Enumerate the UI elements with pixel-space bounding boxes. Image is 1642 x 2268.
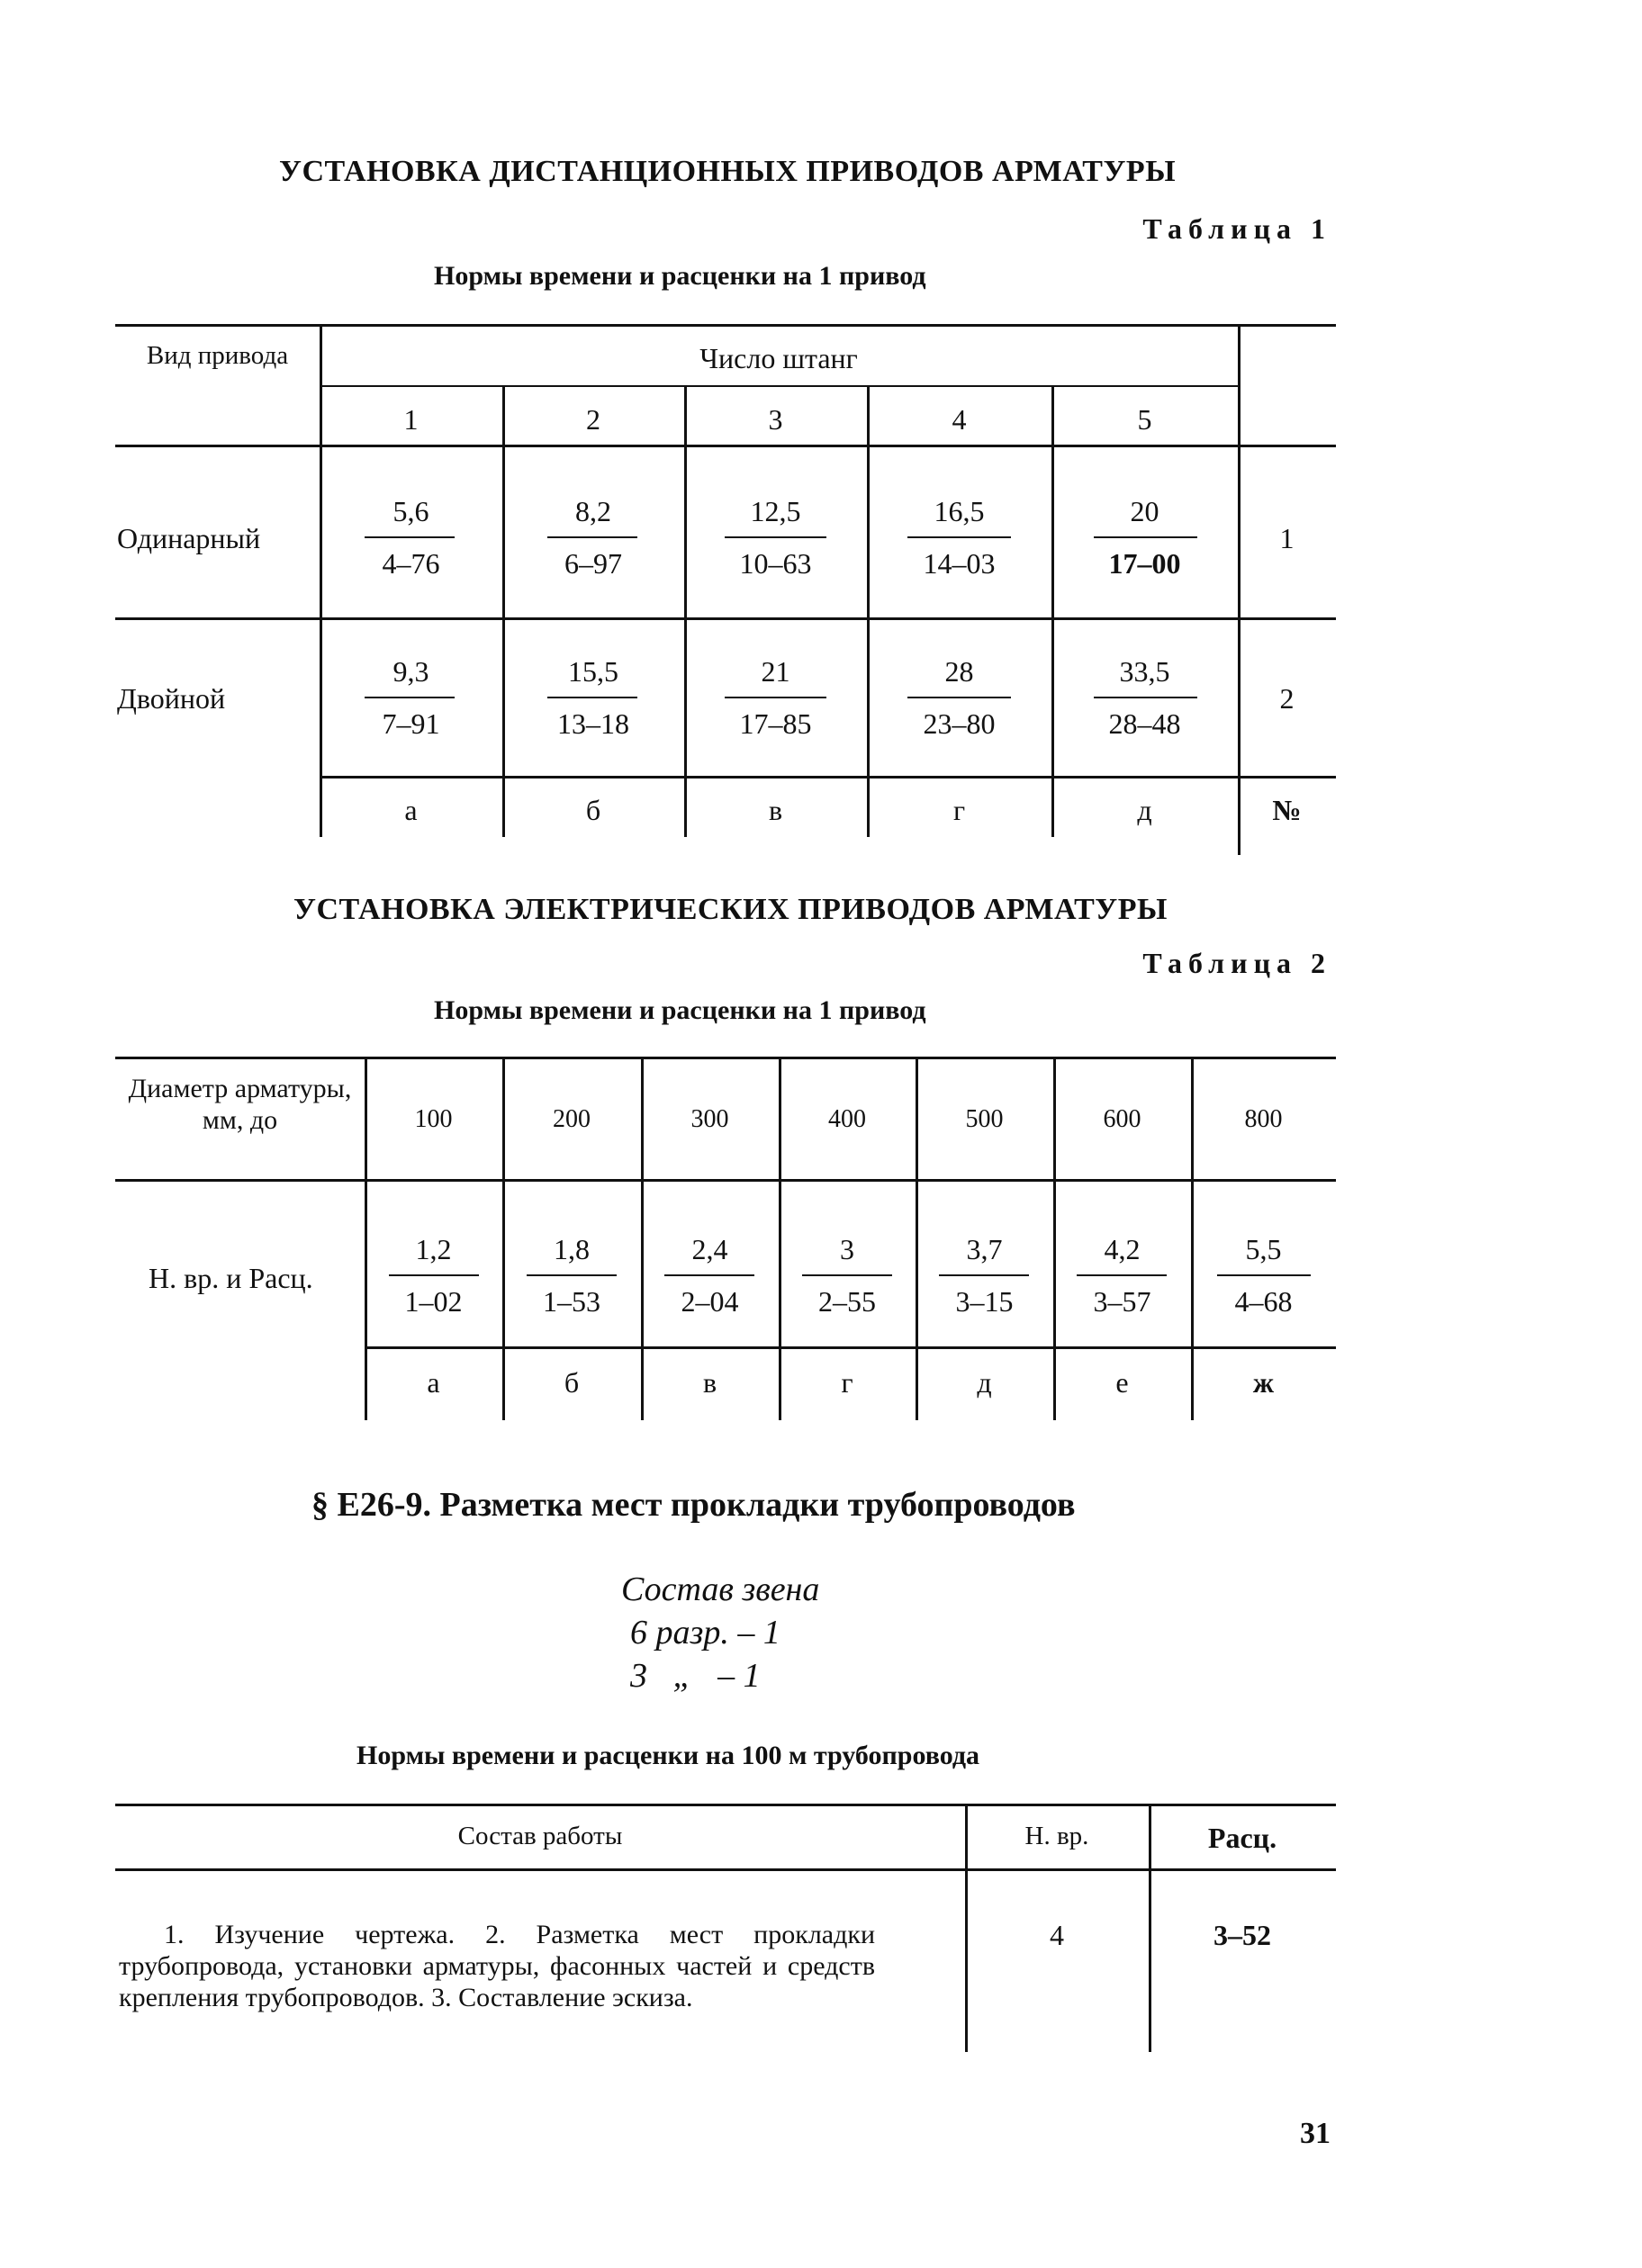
column-letter: д xyxy=(1137,794,1152,826)
rate: 7–91 xyxy=(382,707,440,740)
rate: 4–68 xyxy=(1234,1285,1293,1318)
table2-subtitle: Нормы времени и расценки на 1 привод xyxy=(434,995,926,1025)
section-title: § Е26-9. Разметка мест прокладки трубопроводов xyxy=(311,1486,1076,1524)
norm-time: 15,5 xyxy=(568,655,618,688)
column-letter: г xyxy=(841,1366,853,1399)
crew-line-1: 6 разр. – 1 xyxy=(630,1614,780,1652)
rate: 17–85 xyxy=(739,707,812,740)
row-number: 2 xyxy=(1279,682,1295,715)
col-header-type: Вид привода xyxy=(146,341,289,370)
rate: 10–63 xyxy=(739,547,812,580)
diameter: 400 xyxy=(828,1105,866,1133)
norm-time: 8,2 xyxy=(575,495,611,527)
column-letter: б xyxy=(564,1366,580,1399)
table1-number: Таблица 1 xyxy=(1142,212,1331,245)
diameter: 500 xyxy=(965,1105,1004,1133)
rate: 3–57 xyxy=(1093,1285,1151,1318)
diameter: 300 xyxy=(690,1105,729,1133)
norm-time: 3,7 xyxy=(966,1233,1003,1265)
rate: 4–76 xyxy=(382,547,440,580)
norm-time: 1,2 xyxy=(415,1233,452,1265)
rate: 3–52 xyxy=(1213,1919,1271,1951)
norm-time: 9,3 xyxy=(392,655,429,688)
norm-time: 33,5 xyxy=(1119,655,1170,688)
row-label: Двойной xyxy=(117,682,226,715)
rod-count: 3 xyxy=(768,403,783,436)
norm-time: 5,6 xyxy=(392,495,429,527)
rod-count: 5 xyxy=(1137,403,1152,436)
norm-time: 5,5 xyxy=(1245,1233,1282,1265)
column-letter: б xyxy=(585,794,601,826)
rod-count: 1 xyxy=(403,403,419,436)
rate: 1–53 xyxy=(543,1285,600,1318)
col-header-norm: Н. вр. xyxy=(1024,1822,1089,1850)
rod-count: 4 xyxy=(952,403,967,436)
table1-subtitle: Нормы времени и расценки на 1 привод xyxy=(434,261,926,291)
rate: 6–97 xyxy=(564,547,622,580)
rate: 17–00 xyxy=(1108,547,1181,580)
row-label: Одинарный xyxy=(117,522,261,554)
norm-time: 4,2 xyxy=(1104,1233,1141,1265)
norm-time: 21 xyxy=(761,655,790,688)
column-letter: а xyxy=(427,1366,440,1399)
page-number: 31 xyxy=(1300,2117,1331,2150)
table2-title: УСТАНОВКА ЭЛЕКТРИЧЕСКИХ ПРИВОДОВ АРМАТУРЫ xyxy=(293,893,1168,926)
col-header-rods: Число штанг xyxy=(699,342,858,374)
row-label: Н. вр. и Расц. xyxy=(149,1262,313,1294)
column-letter: г xyxy=(952,794,966,826)
row-number: 1 xyxy=(1279,522,1295,554)
rate: 3–15 xyxy=(955,1285,1014,1318)
column-letter: а xyxy=(404,794,418,826)
norm-time: 28 xyxy=(944,655,974,688)
col-header-rate: Расц. xyxy=(1207,1822,1277,1854)
col-header-diameter: Диаметр арматуры, мм, до xyxy=(128,1074,352,1135)
rate: 1–02 xyxy=(404,1285,463,1318)
table2-number: Таблица 2 xyxy=(1142,947,1331,979)
diameter: 800 xyxy=(1244,1105,1283,1133)
table1-title: УСТАНОВКА ДИСТАНЦИОННЫХ ПРИВОДОВ АРМАТУРЫ xyxy=(279,155,1177,188)
rate: 2–04 xyxy=(681,1285,739,1318)
rate: 14–03 xyxy=(923,547,996,580)
col-header-work: Состав работы xyxy=(457,1822,623,1850)
crew-line-2: 3 „ – 1 xyxy=(630,1657,761,1695)
column-letter: ж xyxy=(1252,1366,1275,1399)
work-description: 1. Изучение чертежа. 2. Разметка мест прокладки трубопровода, установки арматуры, фасонных частей и средств крепления трубопроводов. 3. Составление эскиза. xyxy=(119,1920,875,2012)
column-letter: в xyxy=(702,1366,717,1399)
crew-title: Состав звена xyxy=(621,1570,820,1608)
number-sign: № xyxy=(1272,794,1302,826)
rate: 28–48 xyxy=(1108,707,1181,740)
section-subtitle: Нормы времени и расценки на 100 м трубопровода xyxy=(356,1741,980,1770)
rod-count: 2 xyxy=(586,403,600,436)
norm-time: 2,4 xyxy=(691,1233,728,1265)
diameter: 100 xyxy=(414,1105,453,1133)
norm-time: 16,5 xyxy=(934,495,985,527)
rate: 13–18 xyxy=(557,707,629,740)
norm-time: 12,5 xyxy=(750,495,801,527)
diameter: 600 xyxy=(1103,1105,1141,1133)
norm-time: 3 xyxy=(840,1233,854,1265)
diameter: 200 xyxy=(553,1105,591,1133)
norm-time: 1,8 xyxy=(554,1233,590,1265)
column-letter: д xyxy=(977,1366,992,1399)
column-letter: е xyxy=(1115,1366,1129,1399)
norm-time: 20 xyxy=(1130,495,1159,527)
rate: 23–80 xyxy=(923,707,996,740)
rate: 2–55 xyxy=(818,1285,876,1318)
column-letter: в xyxy=(768,794,783,826)
norm-time: 4 xyxy=(1050,1919,1064,1951)
